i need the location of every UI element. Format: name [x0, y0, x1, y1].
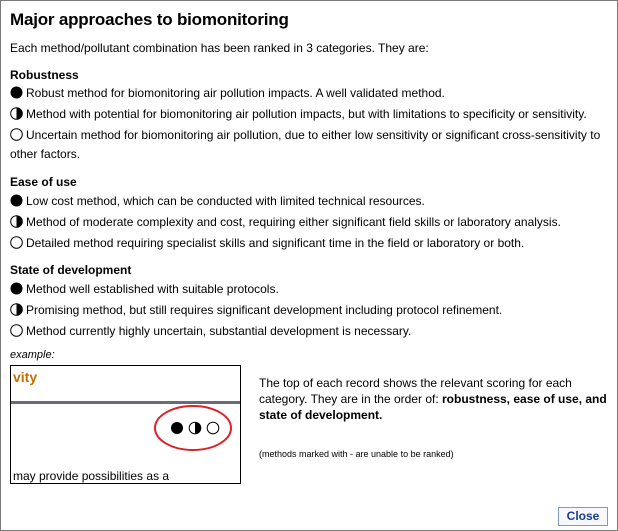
- description-bold: robustness, ease of use, and state of development.: [259, 392, 607, 422]
- example-box: [10, 365, 241, 484]
- ease-item-detailed: Detailed method requiring specialist skills and significant time in the field or laboratory or both.: [10, 235, 610, 254]
- robustness-item-potential: Method with potential for biomonitoring air pollution impacts, but with limitations to specificity or sensitivity.: [10, 106, 610, 125]
- robustness-item-uncertain: Uncertain method for biomonitoring air pollution, due to either low sensitivity or significant cross-sensitivity to other factors.: [10, 128, 601, 161]
- filled-circle-icon: [10, 86, 23, 104]
- empty-circle-icon: [10, 324, 23, 342]
- half-circle-icon: [10, 215, 23, 233]
- section-title-state-of-development: State of development: [10, 263, 132, 277]
- empty-circle-icon: [207, 422, 219, 434]
- example-score-icons: [11, 366, 241, 484]
- example-description: [259, 375, 611, 423]
- half-circle-icon: [10, 107, 23, 125]
- dialog-title: Major approaches to biomonitoring: [10, 10, 289, 29]
- half-circle-icon: [189, 422, 201, 434]
- ease-item-low-cost: Low cost method, which can be conducted with limited technical resources.: [10, 193, 610, 212]
- filled-circle-icon: [10, 194, 23, 212]
- ranking-note: (methods marked with - are unable to be ranked): [259, 449, 454, 459]
- development-item-established: Method well established with suitable protocols.: [10, 281, 610, 300]
- empty-circle-icon: [10, 128, 23, 146]
- filled-circle-icon: [171, 422, 183, 434]
- example-word-fragment: vity: [13, 369, 38, 385]
- intro-text: Each method/pollutant combination has been ranked in 3 categories. They are:: [10, 41, 429, 55]
- example-label: example:: [10, 349, 55, 361]
- description-text: The top of each record shows the relevant scoring for each category. They are in the order of:: [259, 376, 572, 406]
- robustness-item-robust: Robust method for biomonitoring air pollution impacts. A well validated method.: [10, 85, 610, 104]
- ease-item-moderate: Method of moderate complexity and cost, requiring either significant field skills or laboratory analysis.: [10, 214, 610, 233]
- close-button[interactable]: Close: [558, 507, 608, 526]
- development-item-promising: Promising method, but still requires significant development including protocol refinement.: [10, 302, 610, 321]
- filled-circle-icon: [10, 282, 23, 300]
- section-title-robustness: Robustness: [10, 68, 79, 82]
- development-item-uncertain: Method currently highly uncertain, substantial development is necessary.: [10, 323, 610, 342]
- example-text-fragment: may provide possibilities as a: [13, 469, 170, 483]
- section-title-ease-of-use: Ease of use: [10, 175, 77, 189]
- empty-circle-icon: [10, 236, 23, 254]
- half-circle-icon: [10, 303, 23, 321]
